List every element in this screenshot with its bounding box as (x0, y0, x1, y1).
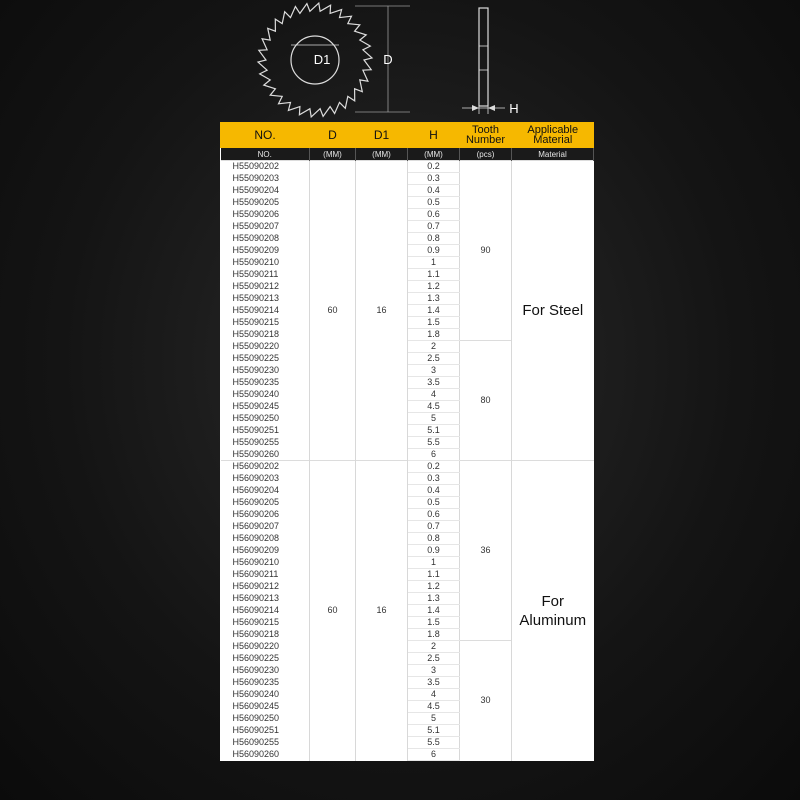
saw-blade-front-view (258, 3, 410, 117)
header-tooth-number-text: Tooth Number (465, 124, 506, 146)
cell-tooth-number: 80 (460, 341, 512, 461)
header-d1: D1 (356, 122, 408, 148)
cell-no: H55090225 (221, 353, 310, 365)
cell-h: 0.3 (408, 173, 460, 185)
cell-h: 5.1 (408, 725, 460, 737)
cell-no: H56090250 (221, 713, 310, 725)
table-row (221, 161, 594, 173)
cell-no: H56090210 (221, 557, 310, 569)
cell-no: H56090240 (221, 689, 310, 701)
cell-no: H56090205 (221, 497, 310, 509)
cell-h: 0.9 (408, 545, 460, 557)
cell-h: 2.5 (408, 653, 460, 665)
cell-no: H56090235 (221, 677, 310, 689)
header-row (221, 122, 594, 148)
unit-tooth: (pcs) (460, 148, 512, 161)
cell-d1: 16 (356, 161, 408, 461)
cell-h: 6 (408, 749, 460, 761)
cell-h: 4.5 (408, 401, 460, 413)
cell-h: 1.1 (408, 569, 460, 581)
cell-h: 1 (408, 557, 460, 569)
cell-h: 1.2 (408, 281, 460, 293)
cell-no: H55090220 (221, 341, 310, 353)
cell-material: For Steel (512, 161, 594, 461)
cell-tooth-number: 90 (460, 161, 512, 341)
cell-no: H55090255 (221, 437, 310, 449)
h-arrow-left (472, 105, 479, 111)
cell-h: 0.6 (408, 509, 460, 521)
cell-h: 0.2 (408, 461, 460, 473)
cell-h: 5.5 (408, 737, 460, 749)
cell-no: H56090209 (221, 545, 310, 557)
cell-no: H55090250 (221, 413, 310, 425)
cell-no: H56090212 (221, 581, 310, 593)
cell-no: H56090203 (221, 473, 310, 485)
saw-blade-side-view (462, 8, 519, 116)
cell-h: 0.3 (408, 473, 460, 485)
header-tooth-number (460, 122, 512, 148)
cell-h: 1.3 (408, 293, 460, 305)
cell-no: H56090225 (221, 653, 310, 665)
cell-no: H56090230 (221, 665, 310, 677)
d1-label: D1 (313, 52, 331, 67)
cell-d1: 16 (356, 461, 408, 761)
cell-h: 0.5 (408, 497, 460, 509)
cell-no: H56090213 (221, 593, 310, 605)
cell-no: H55090213 (221, 293, 310, 305)
h-label: H (509, 101, 519, 116)
cell-no: H56090215 (221, 617, 310, 629)
unit-h: (MM) (408, 148, 460, 161)
header-applicable-material-text: Applicable Material (527, 124, 579, 146)
cell-h: 1.1 (408, 269, 460, 281)
cell-no: H56090208 (221, 533, 310, 545)
header-h: H (408, 122, 460, 148)
cell-h: 4 (408, 389, 460, 401)
cell-h: 4.5 (408, 701, 460, 713)
unit-row (221, 148, 594, 161)
table-row (221, 461, 594, 473)
cell-h: 3.5 (408, 377, 460, 389)
cell-h: 0.9 (408, 245, 460, 257)
saw-blade-diagram (0, 0, 800, 122)
cell-h: 0.4 (408, 485, 460, 497)
cell-no: H56090245 (221, 701, 310, 713)
cell-tooth-number: 36 (460, 461, 512, 641)
cell-h: 2 (408, 641, 460, 653)
cell-h: 0.7 (408, 521, 460, 533)
table-body (221, 161, 594, 761)
cell-no: H55090210 (221, 257, 310, 269)
cell-h: 0.5 (408, 197, 460, 209)
cell-no: H56090211 (221, 569, 310, 581)
cell-d: 60 (310, 461, 356, 761)
cell-no: H56090202 (221, 461, 310, 473)
cell-no: H55090240 (221, 389, 310, 401)
cell-no: H55090212 (221, 281, 310, 293)
cell-h: 4 (408, 689, 460, 701)
cell-no: H56090218 (221, 629, 310, 641)
cell-no: H56090206 (221, 509, 310, 521)
cell-h: 0.7 (408, 221, 460, 233)
cell-h: 3 (408, 665, 460, 677)
side-profile (479, 8, 488, 106)
cell-no: H55090205 (221, 197, 310, 209)
cell-h: 1.5 (408, 617, 460, 629)
cell-no: H55090230 (221, 365, 310, 377)
cell-no: H55090208 (221, 233, 310, 245)
cell-h: 5 (408, 413, 460, 425)
cell-no: H55090215 (221, 317, 310, 329)
cell-h: 0.8 (408, 233, 460, 245)
cell-h: 3 (408, 365, 460, 377)
cell-tooth-number: 30 (460, 641, 512, 761)
header-d: D (310, 122, 356, 148)
cell-h: 2 (408, 341, 460, 353)
cell-no: H55090206 (221, 209, 310, 221)
cell-no: H56090204 (221, 485, 310, 497)
unit-no: NO. (221, 148, 310, 161)
cell-d: 60 (310, 161, 356, 461)
cell-no: H56090207 (221, 521, 310, 533)
cell-no: H55090251 (221, 425, 310, 437)
cell-h: 0.8 (408, 533, 460, 545)
cell-no: H55090214 (221, 305, 310, 317)
cell-no: H55090245 (221, 401, 310, 413)
cell-h: 5 (408, 713, 460, 725)
cell-no: H56090260 (221, 749, 310, 761)
cell-h: 1.4 (408, 305, 460, 317)
cell-no: H55090260 (221, 449, 310, 461)
cell-no: H55090211 (221, 269, 310, 281)
cell-h: 1.4 (408, 605, 460, 617)
cell-material: For Aluminum (512, 461, 594, 761)
header-no: NO. (221, 122, 310, 148)
cell-no: H55090203 (221, 173, 310, 185)
cell-no: H55090204 (221, 185, 310, 197)
cell-h: 2.5 (408, 353, 460, 365)
cell-no: H55090209 (221, 245, 310, 257)
cell-h: 1 (408, 257, 460, 269)
cell-h: 0.4 (408, 185, 460, 197)
cell-no: H56090214 (221, 605, 310, 617)
cell-h: 0.2 (408, 161, 460, 173)
d-label: D (383, 52, 393, 67)
cell-h: 5.1 (408, 425, 460, 437)
cell-no: H56090251 (221, 725, 310, 737)
header-applicable-material (512, 122, 594, 148)
cell-h: 3.5 (408, 677, 460, 689)
table-header (221, 122, 594, 161)
unit-d1: (MM) (356, 148, 408, 161)
saw-blade-spec-table (220, 122, 594, 761)
cell-no: H56090255 (221, 737, 310, 749)
cell-no: H55090207 (221, 221, 310, 233)
cell-no: H55090202 (221, 161, 310, 173)
cell-h: 5.5 (408, 437, 460, 449)
cell-no: H55090218 (221, 329, 310, 341)
cell-no: H56090220 (221, 641, 310, 653)
unit-material: Material (512, 148, 594, 161)
cell-h: 0.6 (408, 209, 460, 221)
cell-h: 6 (408, 449, 460, 461)
cell-h: 1.2 (408, 581, 460, 593)
cell-h: 1.3 (408, 593, 460, 605)
cell-h: 1.5 (408, 317, 460, 329)
cell-no: H55090235 (221, 377, 310, 389)
h-arrow-right (488, 105, 495, 111)
cell-h: 1.8 (408, 329, 460, 341)
cell-h: 1.8 (408, 629, 460, 641)
unit-d: (MM) (310, 148, 356, 161)
